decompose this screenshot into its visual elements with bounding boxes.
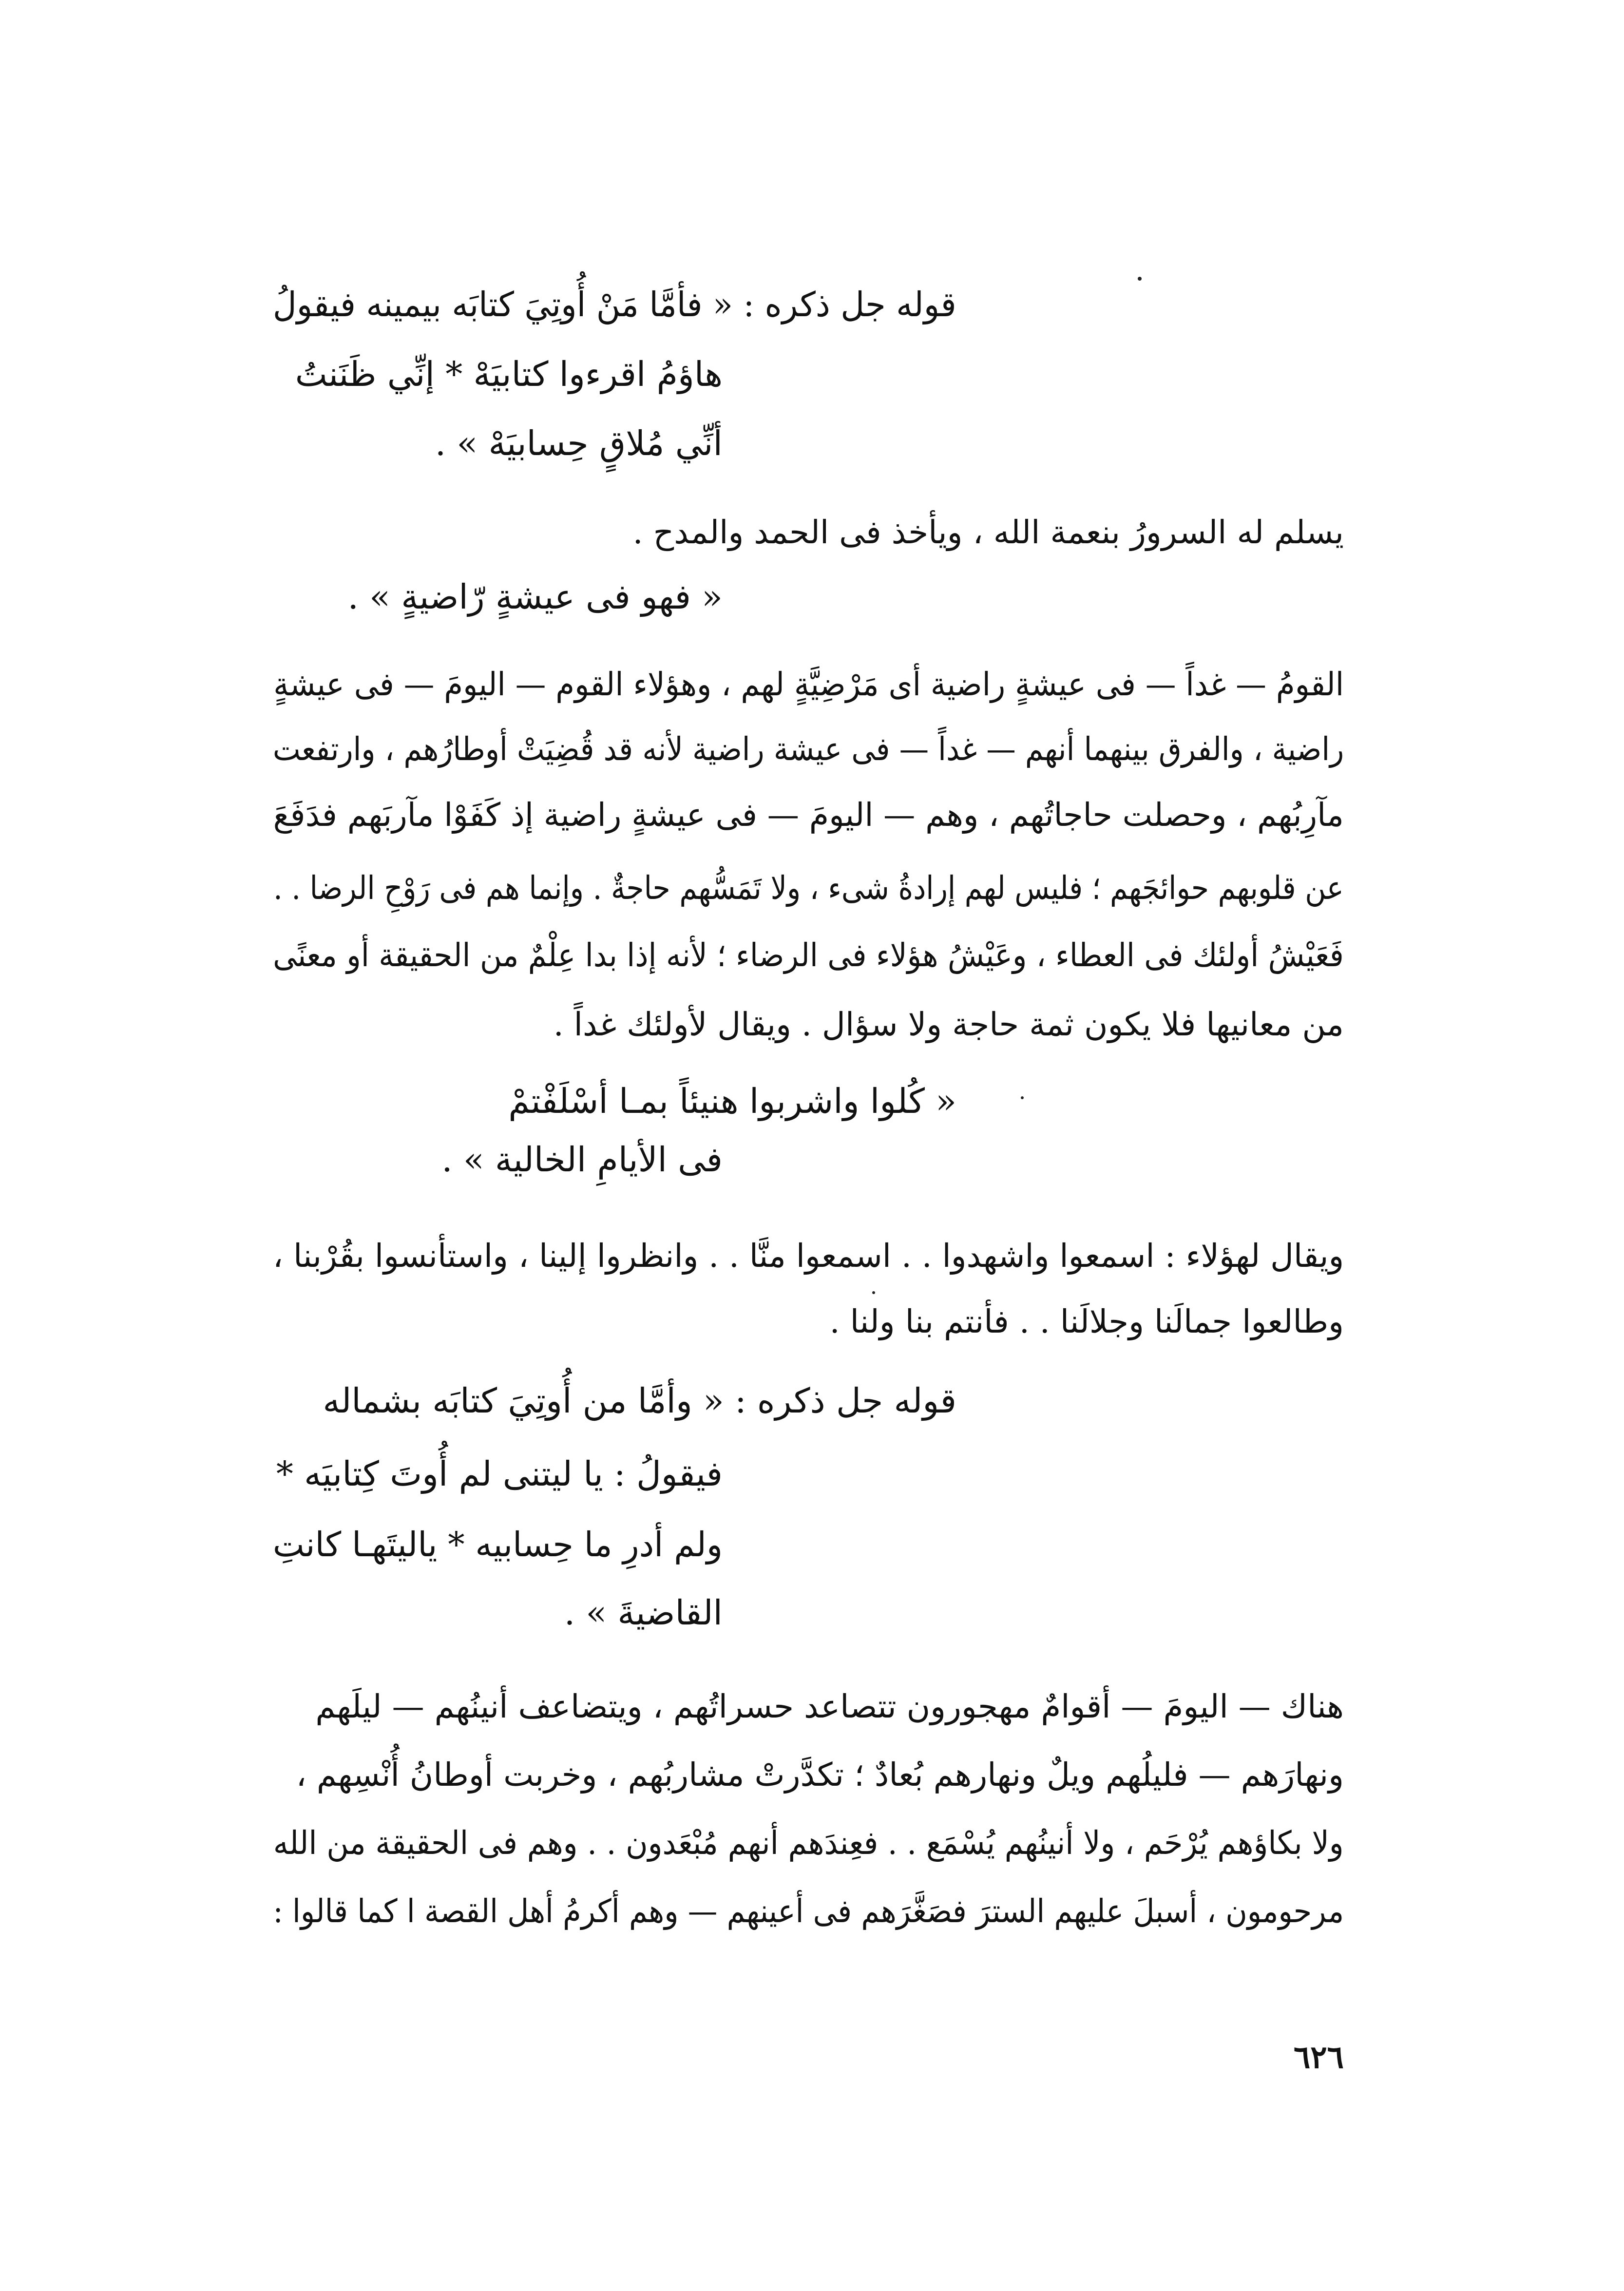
prose-line: فَعَيْشُ أولئك فى العطاء ، وعَيْشُ هؤلاء فى الرضاء ؛ لأنه إذا بدا عِلْمٌ من الحقيقة أو معنًى [273, 936, 1344, 974]
verse-line: قوله جل ذكره : « وأمَّا من أُوتِيَ كتابَه بشماله [323, 1381, 956, 1421]
verse-line: ولم أدرِ ما حِسابيه * ياليتَهـا كانتِ [272, 1525, 723, 1565]
prose-line: القومُ — غداً — فى عيشةٍ راضية أى مَرْضِيَّةٍ لهم ، وهؤلاء القوم — اليومَ — فى عيشةٍ [273, 666, 1344, 703]
prose-line: يسلم له السرورُ بنعمة الله ، ويأخذ فى الحمد والمدح . [632, 514, 1344, 551]
prose-line: وطالعوا جمالَنا وجلالَنا . . فأنتم بنا ولنا . [829, 1303, 1344, 1340]
prose-line: هناك — اليومَ — أقوامٌ مهجورون تتصاعد حسراتُهم ، ويتضاعف أنينُهم — ليلَهم [315, 1688, 1344, 1725]
page-number: ٦٢٦ [1293, 2039, 1344, 2076]
ink-speck [872, 1291, 875, 1294]
verse-line: أنِّي مُلاقٍ حِسابيَهْ » . [435, 423, 723, 463]
ink-speck [1138, 277, 1142, 281]
prose-line: ونهارَهم — فليلُهم ويلٌ ونهارهم بُعادٌ ؛ تكدَّرتْ مشاربُهم ، وخربت أوطانُ أُنْسِهم ، [296, 1756, 1344, 1794]
verse-line: فيقولُ : يا ليتنى لم أُوتَ كِتابيَه * [276, 1454, 723, 1494]
prose-line: ولا بكاؤهم يُرْحَم ، ولا أنينُهم يُسْمَع . . فعِندَهم أنهم مُبْعَدون . . وهم فى الحقيقة من الله [273, 1824, 1344, 1862]
prose-line: راضية ، والفرق بينهما أنهم — غداً — فى عيشة راضية لأنه قد قُضِيَتْ أوطارُهم ، وارتفعت [272, 730, 1344, 768]
verse-line: « فهو فى عيشةٍ رّاضيةٍ » . [347, 577, 723, 617]
prose-line: مآرِبُهم ، وحصلت حاجاتُهم ، وهم — اليومَ — فى عيشةٍ راضية إذ كَفَوْا مآربَهم فدَفَعَ [273, 796, 1344, 834]
verse-line: قوله جل ذكره : « فأمَّا مَنْ أُوتِيَ كتابَه بيمينه فيقولُ [273, 285, 956, 325]
prose-line: من معانيها فلا يكون ثمة حاجة ولا سؤال . ويقال لأولئك غداً . [553, 1006, 1344, 1043]
prose-line: مرحومون ، أسبلَ عليهم السترَ فصَغَّرَهم فى أعينهم — وهم أكرمُ أهل القصة ا كما قالوا : [273, 1892, 1344, 1930]
verse-line: « كُلوا واشربوا هنيئاً بمـا أسْلَفْتمْ [508, 1081, 956, 1121]
verse-line: هاؤمُ اقرءوا كتابيَهْ * إنِّي ظَنَنتُ [295, 354, 723, 394]
verse-line: القاضيةَ » . [564, 1593, 723, 1633]
verse-line: فى الأيامِ الخالية » . [441, 1140, 723, 1180]
ink-speck [1021, 1096, 1024, 1099]
prose-line: عن قلوبهم حوائجَهم ؛ فليس لهم إرادةُ شىء ، ولا تَمَسُّهم حاجةٌ . وإنما هم فى رَوْحِ الرضا . . [273, 869, 1344, 907]
prose-line: ويقال لهؤلاء : اسمعوا واشهدوا . . اسمعوا منَّا . . وانظروا إلينا ، واستأنسوا بقُرْبنا ، [272, 1237, 1344, 1275]
